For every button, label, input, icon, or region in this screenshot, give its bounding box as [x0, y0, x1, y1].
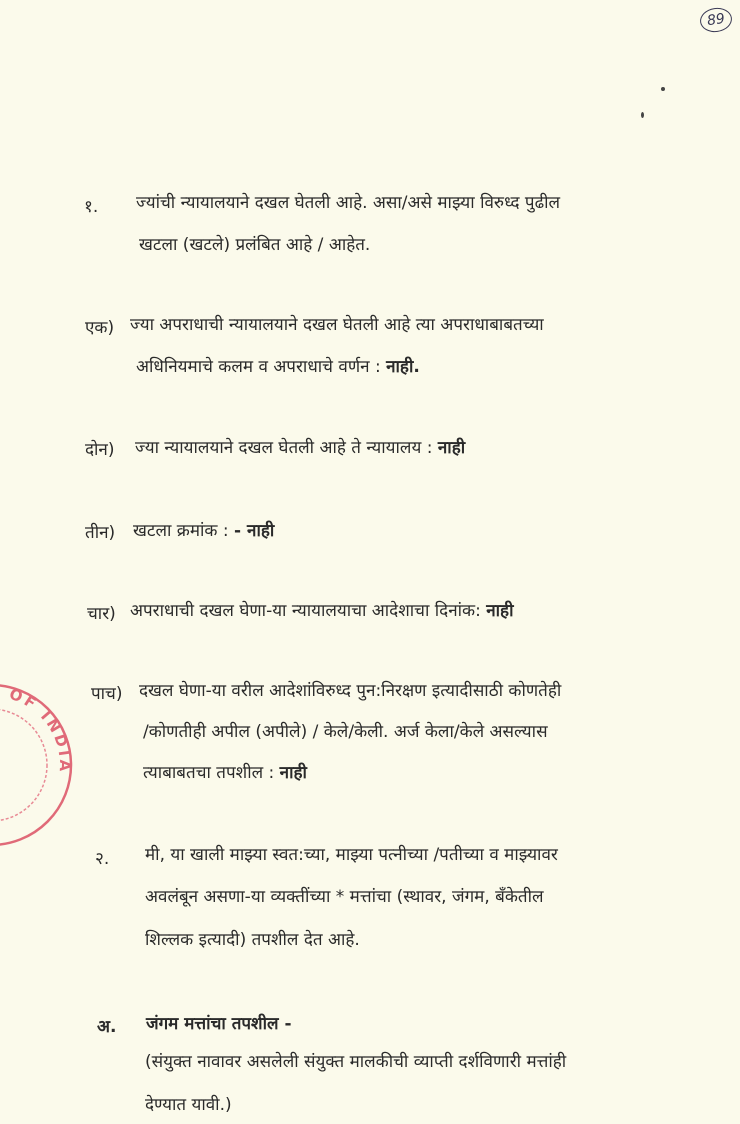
- answer-value: नाही: [486, 601, 514, 621]
- answer-value: नाही.: [386, 357, 420, 377]
- section-line: शिल्लक इत्यादी) तपशील देत आहे.: [145, 930, 360, 950]
- section-marker: तीन): [85, 523, 116, 543]
- section-marker: पाच): [91, 684, 123, 704]
- section-line: [133, 521, 274, 541]
- section-line: [135, 438, 465, 458]
- ink-speck: [661, 87, 665, 91]
- section-line: [136, 357, 420, 377]
- section-marker: चार): [87, 604, 116, 624]
- line-text: खटला क्रमांक :: [133, 521, 235, 541]
- ink-speck: [641, 112, 644, 118]
- section-line: ज्या अपराधाची न्यायालयाने दखल घेतली आहे त्या अपराधाबाबतच्या: [130, 315, 544, 335]
- section-line: अवलंबून असणा-या व्यक्तींच्या * मत्तांचा (स्थावर, जंगम, बॅंकेतील: [145, 887, 544, 907]
- section-heading: जंगम मत्तांचा तपशील -: [146, 1014, 292, 1034]
- line-text: ज्या न्यायालयाने दखल घेतली आहे ते न्यायालय :: [135, 438, 438, 458]
- answer-value: नाही: [437, 438, 466, 458]
- section-line: (संयुक्त नावावर असलेली संयुक्त मालकीची व्याप्ती दर्शविणारी मत्तांही: [145, 1052, 567, 1072]
- section-line: ज्यांची न्यायालयाने दखल घेतली आहे. असा/असे माझ्या विरुध्द पुढील: [136, 193, 561, 213]
- section-line: [143, 763, 307, 783]
- answer-value: - नाही: [234, 521, 275, 541]
- section-line: दखल घेणा-या वरील आदेशांविरुध्द पुन:निरक्षण इत्यादीसाठी कोणतेही: [139, 681, 562, 701]
- line-text: अधिनियमाचे कलम व अपराधाचे वर्णन :: [136, 357, 387, 377]
- stamp-text: OF INDIA: [6, 684, 74, 775]
- section-line: देण्यात यावी.): [145, 1095, 232, 1115]
- page-number: 89: [698, 6, 733, 34]
- section-line: /कोणतीही अपील (अपीले) / केले/केली. अर्ज केला/केले असल्यास: [143, 722, 548, 742]
- section-marker: २.: [95, 849, 110, 869]
- section-marker: १.: [84, 197, 99, 217]
- section-line: [130, 601, 514, 621]
- svg-text:OF INDIA: [7, 685, 74, 775]
- section-marker: एक): [85, 318, 115, 338]
- section-line: मी, या खाली माझ्या स्वत:च्या, माझ्या पत्नीच्या /पतीच्या व माझ्यावर: [145, 845, 558, 865]
- section-marker: अ.: [97, 1017, 117, 1037]
- office-stamp: [0, 682, 74, 848]
- line-text: अपराधाची दखल घेणा-या न्यायालयाचा आदेशाचा दिनांक:: [130, 601, 487, 621]
- line-text: त्याबाबतचा तपशील :: [143, 763, 280, 783]
- section-line: खटला (खटले) प्रलंबित आहे / आहेत.: [139, 235, 371, 255]
- answer-value: नाही: [279, 763, 307, 783]
- section-marker: दोन): [85, 440, 115, 460]
